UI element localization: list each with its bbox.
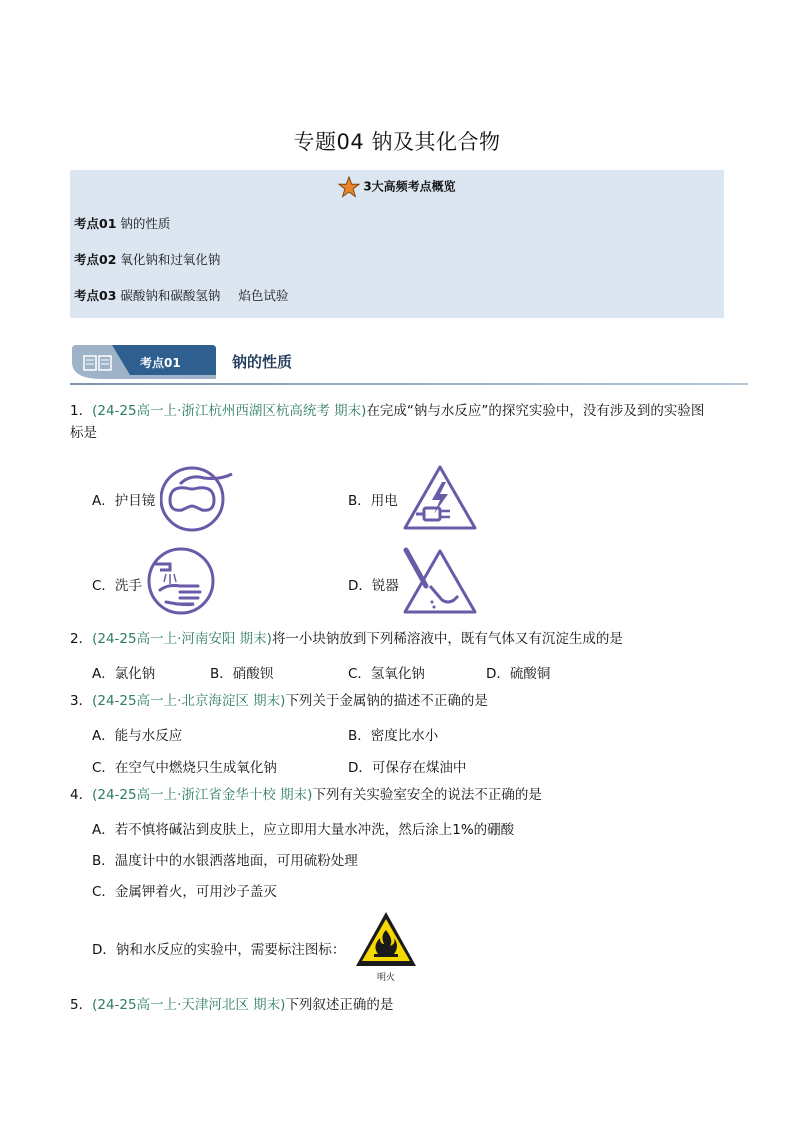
q2-option-b[interactable]: B．硝酸钡 [210, 666, 274, 682]
q4-option-b[interactable]: B．温度计中的水银洒落地面，可用硫粉处理 [92, 853, 358, 869]
q4-option-a[interactable]: A．若不慎将碱沾到皮肤上，应立即用大量水冲洗，然后涂上1%的硼酸 [92, 822, 515, 838]
section-divider [70, 383, 748, 385]
section-tag-label: 考点01 [140, 356, 181, 370]
q3-option-d[interactable]: D．可保存在煤油中 [348, 760, 467, 776]
page-title: 专题04 钠及其化合物 [293, 130, 501, 154]
overview-item-2: 考点02 氧化钠和过氧化钠 [74, 252, 221, 267]
question-4: 4．(24-25高一上·浙江省金华十校 期末)下列有关实验室安全的说法不正确的是 [70, 787, 542, 803]
overview-heading: 3大高频考点概览 [70, 176, 724, 198]
q4-option-d[interactable]: D．钠和水反应的实验中，需要标注图标： [92, 942, 346, 958]
open-flame-label: 明火 [376, 973, 395, 983]
q3-option-c[interactable]: C．在空气中燃烧只生成氧化钠 [92, 760, 277, 776]
star-icon [338, 176, 360, 198]
q4-option-c[interactable]: C．金属钾着火，可用沙子盖灭 [92, 884, 277, 900]
sharp-object-icon [402, 546, 478, 616]
q1-option-a[interactable]: A．护目镜 [92, 493, 156, 509]
question-3: 3．(24-25高一上·北京海淀区 期末)下列关于金属钠的描述不正确的是 [70, 693, 488, 709]
q3-option-b[interactable]: B．密度比水小 [348, 728, 439, 744]
goggles-icon [160, 464, 240, 534]
handwash-icon [146, 546, 216, 616]
open-flame-warning-icon [354, 910, 418, 968]
section-title: 钠的性质 [232, 353, 293, 371]
q2-option-d[interactable]: D．硫酸铜 [486, 666, 551, 682]
q1-option-b[interactable]: B．用电 [348, 493, 398, 509]
q2-option-c[interactable]: C．氢氧化钠 [348, 666, 425, 682]
overview-item-3: 考点03 碳酸钠和碳酸氢钠 焰色试验 [74, 288, 289, 303]
question-5: 5．(24-25高一上·天津河北区 期末)下列叙述正确的是 [70, 997, 394, 1013]
section-header [70, 345, 750, 387]
q1-option-c[interactable]: C．洗手 [92, 578, 142, 594]
question-2: 2．(24-25高一上·河南安阳 期末)将一小块钠放到下列稀溶液中，既有气体又有沉淀生成的是 [70, 631, 623, 647]
q2-option-a[interactable]: A．氯化钠 [92, 666, 156, 682]
q1-option-d[interactable]: D．锐器 [348, 578, 399, 594]
question-1: 1．(24-25高一上·浙江杭州西湖区杭高统考 期末)在完成“钠与水反应”的探究实验中，没有涉及到的实验图 标是 [70, 403, 705, 441]
q3-option-a[interactable]: A．能与水反应 [92, 728, 183, 744]
overview-item-1: 考点01 钠的性质 [74, 216, 171, 231]
electric-icon [402, 464, 478, 532]
overview-box [70, 170, 724, 318]
